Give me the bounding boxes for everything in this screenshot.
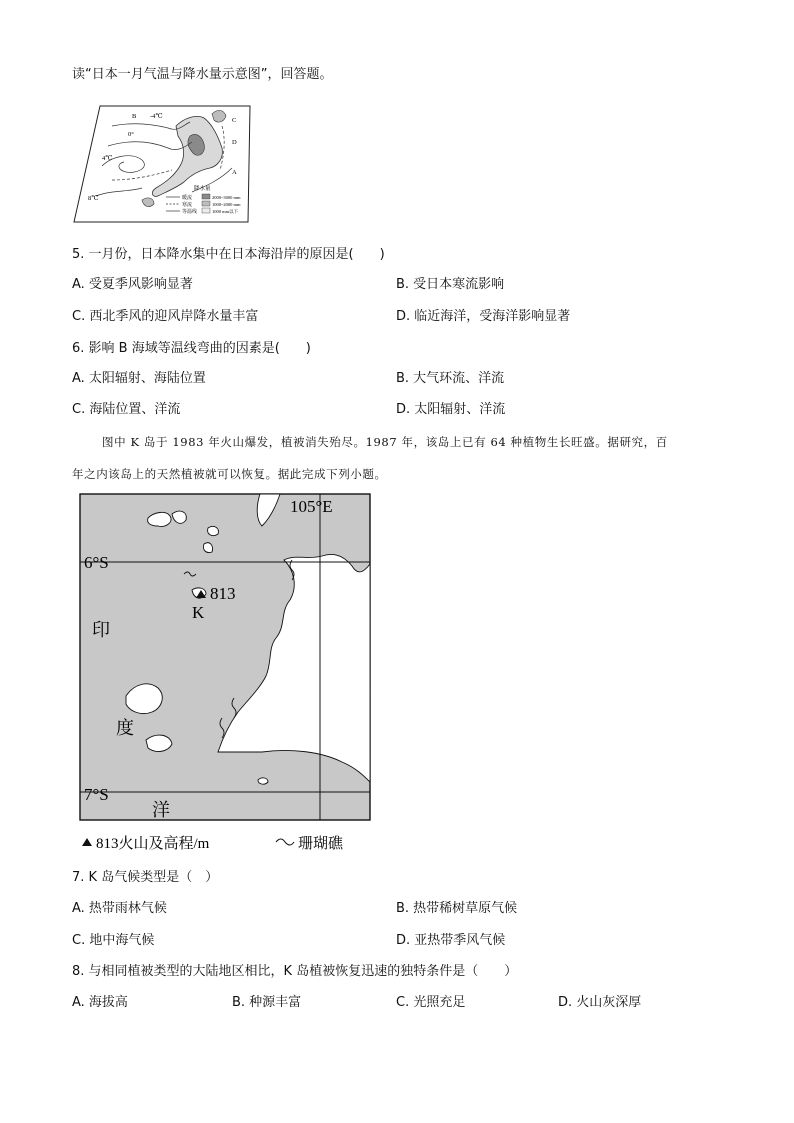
fig1-label-4: 4℃ [102,155,113,162]
fig1-label-B: B [132,113,137,120]
question-6-option-b[interactable]: B. 大气环流、洋流 [396,371,505,386]
fig1-legend-range2: 1000~2000 mm [212,202,241,207]
japan-climate-map [72,96,252,224]
map-ocean-char-1: 印 [92,620,110,640]
question-8-stem: 8. 与相同植被类型的大陆地区相比，K 岛植被恢复迅速的独特条件是（ ） [72,964,518,979]
question-5-option-a[interactable]: A. 受夏季风影响显著 [72,277,193,292]
question-6-stem: 6. 影响 B 海域等温线弯曲的因素是( ) [72,341,311,356]
passage-line-2: 年之内该岛上的天然植被就可以恢复。据此完成下列小题。 [72,467,387,481]
question-5-stem: 5. 一月份，日本降水集中在日本海沿岸的原因是( ) [72,247,385,262]
fig1-legend-isotherm: 等温线 [182,210,198,215]
question-8-option-b[interactable]: B. 种源丰富 [232,995,302,1010]
fig1-label-A: A [232,169,237,176]
question-7-option-c[interactable]: C. 地中海气候 [72,933,155,948]
fig1-legend-range1: 2000~3000 mm [212,195,241,200]
question-5-option-c[interactable]: C. 西北季风的迎风岸降水量丰富 [72,309,259,324]
fig1-legend-title: 降水量 [194,186,211,192]
question-8-option-a[interactable]: A. 海拔高 [72,995,128,1010]
map-latitude-7s: 7°S [84,785,109,804]
fig1-legend-range3: 1000 mm以下 [212,209,239,214]
question-7-stem: 7. K 岛气候类型是（ ） [72,870,219,885]
map-latitude-6s: 6°S [84,553,109,572]
map-island-k: K [192,603,205,622]
fig1-label-D: D [232,139,237,146]
legend-reef-icon [276,839,294,845]
question-5-option-d[interactable]: D. 临近海洋，受海洋影响显著 [396,309,571,324]
fig1-label-C: C [232,117,237,124]
fig1-legend-warm: 暖流 [182,196,193,201]
question-6-option-c[interactable]: C. 海陆位置、洋流 [72,402,181,417]
map-legend-volcano: 813火山及高程/m [96,836,210,852]
map-ocean-char-3: 洋 [152,800,170,820]
passage-line-1: 图中 K 岛于 1983 年火山爆发，植被消失殆尽。1987 年，该岛上已有 64 种植物生长旺盛。据研究，百 [102,435,668,449]
question-6-option-a[interactable]: A. 太阳辐射、海陆位置 [72,371,206,386]
intro-text: 读“日本一月气温与降水量示意图”，回答题。 [72,67,333,82]
map-volcano-height: 813 [210,584,236,603]
legend-volcano-icon [82,838,92,846]
question-7-option-d[interactable]: D. 亚热带季风气候 [396,933,506,948]
question-7-option-b[interactable]: B. 热带稀树草原气候 [396,901,518,916]
fig1-label-8: 8℃ [88,195,99,202]
fig1-label-0: 0° [128,131,134,138]
question-7-option-a[interactable]: A. 热带雨林气候 [72,901,167,916]
k-island-map [72,490,382,862]
question-6-option-d[interactable]: D. 太阳辐射、洋流 [396,402,506,417]
map-ocean-char-2: 度 [116,718,134,738]
map-legend-reef: 珊瑚礁 [298,836,344,852]
question-8-option-c[interactable]: C. 光照充足 [396,995,466,1010]
fig1-label-minus4: -4℃ [150,113,163,120]
question-8-option-d[interactable]: D. 火山灰深厚 [558,995,642,1010]
map-longitude-label: 105°E [290,497,333,516]
fig1-legend-cold: 寒流 [182,203,193,208]
question-5-option-b[interactable]: B. 受日本寒流影响 [396,277,505,292]
